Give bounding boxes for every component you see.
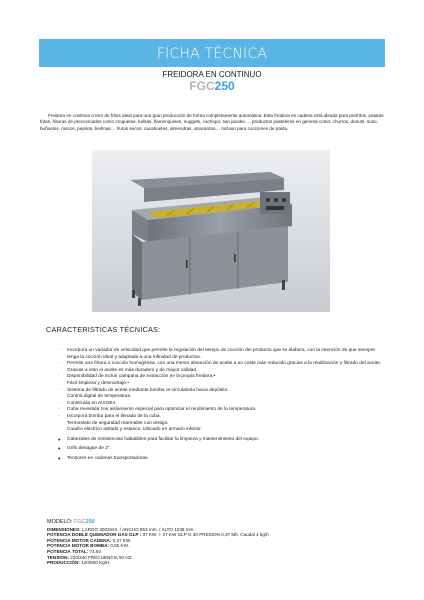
list-item bbox=[58, 437, 388, 444]
spec-label: POTENCIA DOBLE QUEMADOR GAS GLP : bbox=[47, 532, 142, 538]
features-list bbox=[58, 348, 388, 463]
spec-label: POTENCIA MOTOR CADENA: bbox=[47, 537, 112, 543]
spec-model-line bbox=[47, 520, 269, 526]
list-item bbox=[58, 446, 388, 453]
spec-model-prefix: FGC bbox=[73, 519, 86, 525]
bullet: · bbox=[58, 361, 60, 367]
feature-text: Permite una fritura o cocción homogénea, con una menor absorción de aceite a un coste más reducido gracias a la reutilización y filtrado del aceite. Gracias a esto el aceite es más duradero y de mayor calidad. bbox=[67, 361, 382, 373]
feature-text: Disponibilidad de incluir campana de extracción en la propia freidora.• bbox=[67, 374, 216, 380]
list-item bbox=[58, 381, 388, 388]
bullet: · bbox=[58, 420, 60, 426]
feature-text: Construida en AISI304. bbox=[67, 400, 117, 406]
model-heading bbox=[0, 79, 424, 93]
list-item bbox=[58, 456, 388, 463]
bullet: · bbox=[58, 394, 60, 400]
bullet: · bbox=[58, 387, 60, 393]
spec-label: DIMENSIONES: bbox=[47, 526, 81, 532]
fryer-machine-image bbox=[92, 150, 330, 312]
page-title: FICHA TÉCNICA bbox=[156, 46, 268, 62]
list-item bbox=[58, 361, 388, 374]
spec-value: 120/900 Kg/H. bbox=[81, 560, 111, 566]
title-banner bbox=[39, 39, 385, 67]
spec-value: 220/240 FRECUENCIA 50 HZ. bbox=[70, 554, 133, 560]
specs-block bbox=[47, 520, 269, 566]
feature-text: Cuadro eléctrico aislado y estanco. Ubicado en armario inferior. bbox=[67, 427, 202, 433]
spec-value: 74,92 bbox=[89, 548, 102, 554]
model-number: 250 bbox=[214, 79, 235, 93]
bullet: · bbox=[58, 374, 60, 380]
bullet: · bbox=[58, 413, 60, 419]
model-prefix: FGC bbox=[189, 79, 215, 93]
page-subtitle: FREIDORA EN CONTINUO bbox=[162, 70, 262, 79]
feature-text: Sistema de filtrado de aceite mediante bomba re-circulatoria hacia depósito. bbox=[67, 387, 229, 393]
list-item bbox=[58, 394, 388, 401]
spec-label: POTENCIA TOTAL: bbox=[47, 548, 89, 554]
bullet: · bbox=[58, 348, 60, 353]
bullet: • bbox=[58, 446, 61, 454]
list-item bbox=[58, 348, 388, 361]
feature-text: Grifo desagüe de 2”. bbox=[67, 446, 111, 452]
spec-label: POTENCIA MOTOR BOMBA: bbox=[47, 543, 110, 549]
list-item bbox=[58, 427, 388, 434]
feature-text: Tensores en cadenas transportadoras. bbox=[67, 455, 149, 461]
bullet: · bbox=[58, 380, 60, 386]
feature-text: Cabezales de resistencias habatibles para facilitar la limpieza y mantenimiento del equipo. bbox=[67, 436, 259, 442]
bullet: · bbox=[58, 427, 60, 433]
list-item bbox=[58, 407, 388, 414]
intro-paragraph: Freidora en continuo o tren de fritos ideal para una gran producción de forma completamente automática. Esta freidora en cadena está ideada para prefritos, patatas fritas, frituras de precocinados como croquetas, bolitas, flamenquines, nuggets, cachopo, san jacobo…, productos pasteleros en general como: churros, donuts, suso, buñuelos, roscos, pepitos, berlinas… frutos secos: cacahuetes, almendras, anacardos… Incluso para cocciones de pasta. bbox=[40, 112, 384, 131]
feature-text: Incorpora un variador de velocidad que permite la regulación del tiempo de cocción del producto que se elabora, con la intención de que siempre tenga la cocción ideal y adaptada a una infinidad de productos. bbox=[67, 348, 375, 360]
spec-value: 0,55 KW. bbox=[110, 543, 129, 549]
spec-model-number: 250 bbox=[85, 519, 95, 525]
bullet: • bbox=[58, 455, 61, 463]
feature-text: Control digital de temperatura. bbox=[67, 394, 132, 400]
bullet: · bbox=[58, 400, 60, 406]
spec-value: 0,37 KW. bbox=[112, 537, 132, 543]
feature-text: Fácil limpieza y desmontaje.• bbox=[67, 380, 129, 386]
spec-row bbox=[47, 560, 269, 566]
feature-text: Termostato de seguridad rearmable con testigo. bbox=[67, 420, 169, 426]
spec-value: 37 KW. + 37 KW GLP G 30 PRESION 0,37 Mb. Caudal 4 kg/h bbox=[142, 532, 269, 538]
feature-text: Cuba revestida con aislamiento especial para optimizar el rendimiento de la temperatura. bbox=[67, 407, 257, 413]
spec-label: PRODUCCIÓN: bbox=[47, 560, 80, 566]
spec-label: TENSION: bbox=[47, 554, 69, 560]
list-item bbox=[58, 414, 388, 421]
spec-model-label: MODELO: bbox=[47, 519, 73, 525]
section-title: CARACTERISTICAS TÉCNICAS: bbox=[46, 325, 161, 334]
spec-value: LARGO 3003mm. / ANCHO 953 mm. / ALTO 1238 mm. bbox=[81, 526, 195, 532]
bullet: • bbox=[58, 436, 61, 444]
feature-text: Incorpora bomba para el llenado de la cuba. bbox=[67, 413, 161, 419]
list-item bbox=[58, 374, 388, 381]
bullet: · bbox=[58, 407, 60, 413]
